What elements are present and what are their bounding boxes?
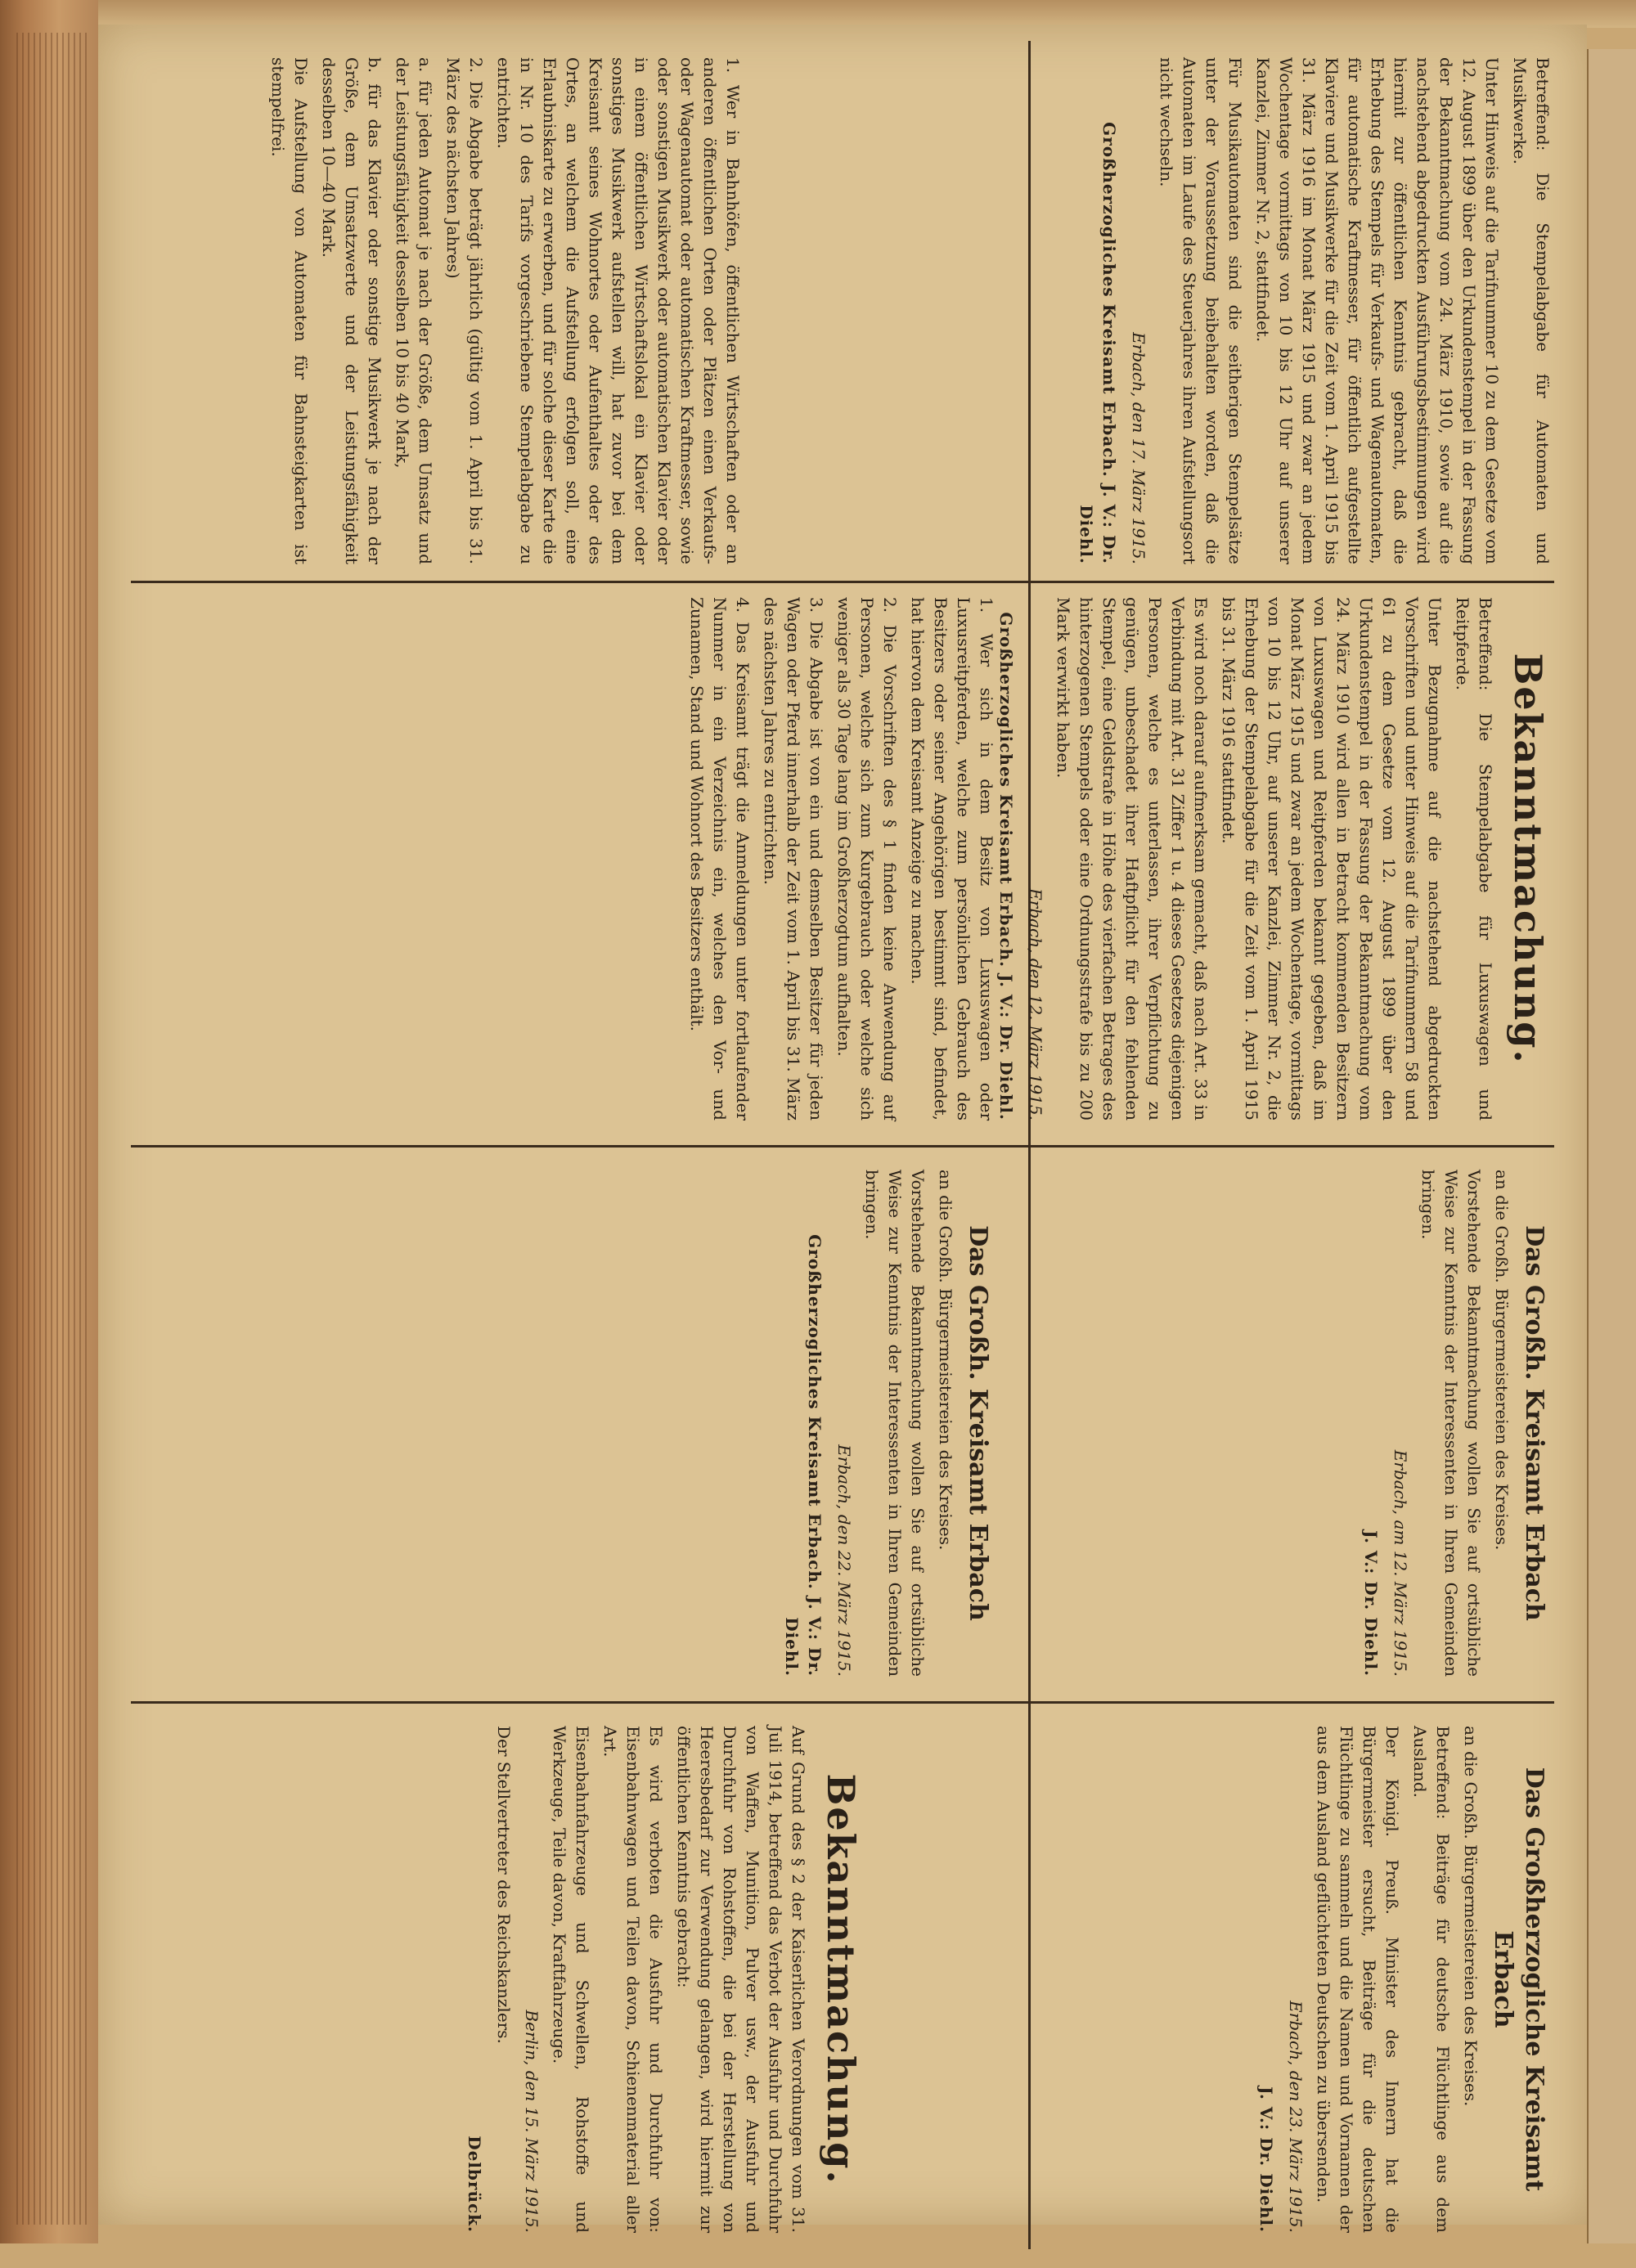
article-paragraph: 1. Wer sich in dem Besitz von Luxuswagen oder Luxusreitpferden, welche zum persönlichen Gebrauch des Besitzers oder seiner Angehörigen bestimmt sind, befindet, hat hiervon dem Kreisamt Anzeige zu machen. (908, 597, 996, 1121)
article-paragraph: Auf Grund des § 2 der Kaiserlichen Verordnungen vom 31. Juli 1914, betreffend das Verbot der Ausfuhr und Durchfuhr von Waffen, Munition, Pulver usw., der Ausfuhr und Durchfuhr von Rohstoffen, die bei der Herstellung von Heeresbedarf zur Verwendung gelangen, wird hiermit zur öffentlichen Kenntnis gebracht: (674, 1726, 808, 2233)
page-edges (16, 33, 90, 2225)
article-stempel-automaten (1070, 57, 1554, 564)
article-signature: Delbrück. (465, 2136, 484, 2233)
article-paragraph: Die Aufstellung von Automaten für Bahnsteigkarten ist stempelfrei. (268, 57, 311, 564)
article-signature: Großherzogliches Kreisamt Erbach. J. V.: Dr. Diehl. (996, 612, 1016, 1121)
article-signature: Großherzogliches Kreisamt Erbach. J. V.: Dr. Diehl. (782, 1234, 825, 1677)
rotated-content (98, 25, 1587, 2268)
article-paragraph: Unter Hinweis auf die Tarifnummer 10 zu dem Gesetze vom 12. August 1899 über den Urkundenstempel in der Fassung der Bekanntmachung vom 24. März 1910, sowie auf die nachstehend abgedruckten Ausführungsbestimmungen wird hiermit zur öffentlichen Kenntnis gebracht, daß die Erhebung des Stempels für Verkaufs- und Wagenautomaten, für automatische Kraftmesser, für öffentlich aufgestellte Klaviere und Musikwerke für die Zeit vom 1. April 1915 bis 31. März 1916 im Monat März 1915 und zwar an jedem Wochentage vormittags von 10 bis 12 Uhr auf unserer Kanzlei, Zimmer Nr. 2, stattfindet. (1253, 57, 1502, 564)
article-luxuswagen (990, 597, 1554, 1121)
article-date: Berlin, den 15. März 1915. (522, 2010, 542, 2233)
article-automaten-rules (262, 57, 744, 564)
article-paragraph: Vorstehende Bekanntmachung wollen Sie auf ortsübliche Weise zur Kenntnis der Interessenten in Ihren Gemeinden bringen. (1418, 1170, 1484, 1677)
article-paragraph: b. für das Klavier oder sonstige Musikwerk je nach der Größe, dem Umsatzwerte und der Leistungsfähigkeit desselben 10—40 Mark. (319, 57, 384, 564)
article-heading: Das Großherzogliche Kreisamt Erbach (1489, 1767, 1548, 2192)
book-spine (0, 0, 98, 2243)
column-divider (131, 581, 1554, 583)
article-kreisamt-notice-2 (775, 1170, 998, 1677)
article-heading: Bekanntmachung. (819, 1773, 863, 2185)
article-signature: Großherzogliches Kreisamt Erbach. J. V.: Dr. Diehl. (1076, 122, 1119, 564)
article-heading: Das Großh. Kreisamt Erbach (964, 1225, 992, 1621)
article-paragraph: Vorstehende Bekanntmachung wollen Sie auf ortsübliche Weise zur Kenntnis der Interessenten in Ihren Gemeinden bringen. (862, 1170, 928, 1677)
article-paragraph: 4. Das Kreisamt trägt die Anmeldungen unter fortlaufender Nummer in ein Verzeichnis ein, welches den Vor- und Zunamen, Stand und Wohnort des Besitzers enthält. (687, 597, 753, 1121)
article-signature: J. V.: Dr. Diehl. (1256, 2086, 1276, 2233)
newspaper-page (98, 25, 1587, 2233)
article-paragraph: a. für jeden Automat je nach der Größe, dem Umsatz und der Leistungsfähigkeit desselben 10 bis 40 Mark, (393, 57, 435, 564)
article-fluechtlinge (1250, 1726, 1554, 2233)
article-paragraph: Es wird verboten die Ausfuhr und Durchfuhr von: Eisenbahnwagen und Teilen davon, Schienenmaterial aller Art. (600, 1726, 666, 2233)
article-paragraph: an die Großh. Bürgermeistereien des Kreises. (1461, 1726, 1481, 2107)
article-signature: J. V.: Dr. Diehl. (1361, 1530, 1381, 1677)
article-luxuswagen-rules (681, 597, 998, 1121)
article-paragraph: 2. Die Abgabe beträgt jährlich (gültig vom 1. April bis 31. März des nächsten Jahres) (443, 57, 486, 564)
article-paragraph: Unter Bezugnahme auf die nachstehend abgedruckten Vorschriften und unter Hinweis auf die Tarifnummern 58 und 61 zu dem Gesetze vom 12. August 1899 über den Urkundenstempel in der Fassung der Bekanntmachung vom 24. März 1910 wird allen in Betracht kommenden Besitzern von Luxuswagen und Reitpferden bekannt gegeben, daß im Monat März 1915 und zwar an jedem Wochentage, vormittags von 10 bis 12 Uhr, auf unserer Kanzlei, Zimmer Nr. 2, die Erhebung der Stempelabgabe für die Zeit vom 1. April 1915 bis 31. März 1916 stattfindet. (1219, 597, 1445, 1121)
column-divider (131, 1145, 1554, 1147)
article-paragraph: Es wird noch darauf aufmerksam gemacht, daß nach Art. 33 in Verbindung mit Art. 31 Ziffer 1 u. 4 dieses Gesetzes diejenigen Personen, welche es unterlassen, ihrer Verpflichtung zu genügen, unbeschadet ihrer Haftpflicht für den fehlenden Stempel, eine Geldstrafe in Höhe des vierfachen Betrages des hinterzogenen Stempels oder eine Ordnungsstrafe bis zu 200 Mark verwirkt haben. (1054, 597, 1211, 1121)
article-heading: Bekanntmachung. (1506, 653, 1550, 1065)
page-top-edge (98, 0, 1636, 28)
article-date: Erbach, den 23. März 1915. (1286, 2001, 1306, 2233)
article-date: Erbach, den 12. März 1915. (1026, 888, 1045, 1121)
article-date: Erbach, den 22. März 1915. (834, 1444, 854, 1677)
article-paragraph: Betreffend: Die Stempelabgabe für Luxuswagen und Reitpferde. (1453, 597, 1495, 1121)
adjacent-page-strip (1587, 49, 1636, 2243)
article-ausfuhrverbot (458, 1726, 867, 2233)
article-date: Erbach, am 12. März 1915. (1391, 1449, 1410, 1677)
article-heading: Das Großh. Kreisamt Erbach (1520, 1225, 1548, 1621)
article-date: Erbach, den 17. März 1915. (1129, 332, 1148, 564)
article-paragraph: Eisenbahnfahrzeuge und Schwellen, Rohstoffe und Werkzeuge, Teile davon, Kraftfahrzeuge. (550, 1726, 592, 2233)
article-paragraph: Betreffend: Die Stempelabgabe für Automaten und Musikwerke. (1510, 57, 1553, 564)
article-kreisamt-notice (1355, 1170, 1554, 1677)
article-paragraph: Betreffend: Beiträge für deutsche Flüchtlinge aus dem Ausland. (1410, 1726, 1453, 2233)
article-paragraph: 2. Die Vorschriften des § 1 finden keine Anwendung auf Personen, welche sich zum Kurgebrauch oder welche sich weniger als 30 Tage lang im Großherzogtum aufhalten. (834, 597, 900, 1121)
article-paragraph: Der Königl. Preuß. Minister des Innern hat die Bürgermeister ersucht, Beiträge für die deutschen Flüchtlinge zu sammeln und die Namen und Vornamen der aus dem Ausland geflüchteten Deutschen zu übersenden. (1314, 1726, 1402, 2233)
article-paragraph: an die Großh. Bürgermeistereien des Kreises. (936, 1170, 955, 1551)
article-paragraph: 3. Die Abgabe ist von ein und demselben Besitzer für jeden Wagen oder Pferd innerhalb der Zeit vom 1. April bis 31. März des nächsten Jahres zu entrichten. (761, 597, 826, 1121)
article-paragraph: Für Musikautomaten sind die seitherigen Stempelsätze unter der Voraussetzung beibehalten worden, daß die Automaten im Laufe des Steuerjahres ihren Aufstellungsort nicht wechseln. (1157, 57, 1245, 564)
article-paragraph: an die Großh. Bürgermeistereien des Kreises. (1492, 1170, 1512, 1551)
column-divider (131, 1701, 1554, 1704)
article-paragraph: Der Stellvertreter des Reichskanzlers. (494, 1726, 514, 2044)
article-paragraph: 1. Wer in Bahnhöfen, öffentlichen Wirtschaften oder an anderen öffentlichen Orten oder Plätzen einen Verkaufs- oder Wagenautomat oder automatischen Kraftmesser, sowie oder sonstigen Musikwerk oder automatischen Klavier oder in einem öffentlichen Wirtschaftslokal ein Klavier oder sonstiges Musikwerk aufstellen will, hat zuvor bei dem Kreisamt seines Wohnortes oder Aufenthaltes oder des Ortes, an welchem die Aufstellung erfolgen soll, eine Erlaubniskarte zu erwerben, und für solche dieser Karte die in Nr. 10 des Tarifs vorgeschriebene Stempelabgabe zu entrichten. (494, 57, 743, 564)
